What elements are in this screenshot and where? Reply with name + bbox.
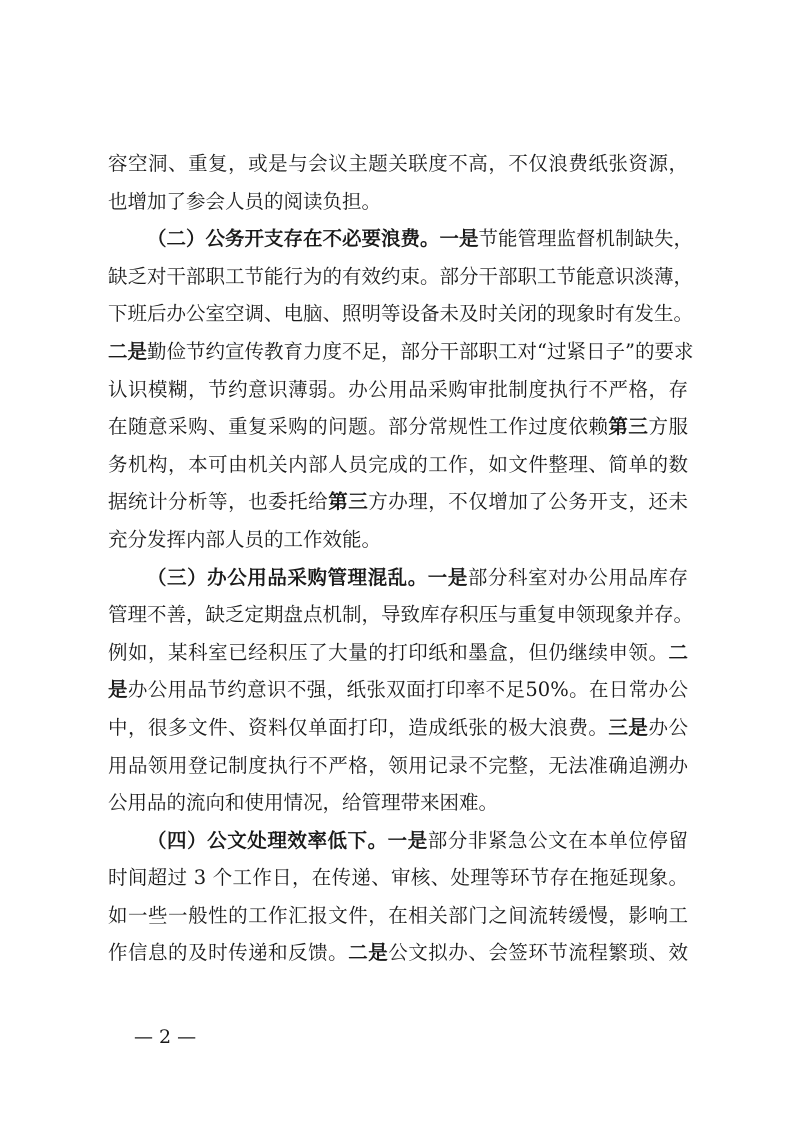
text-line — [108, 559, 688, 597]
text-line — [108, 446, 688, 484]
text-segment: 下班后办公室空调、电脑、照明等设备未及时关闭的现象时有发生。 — [108, 302, 694, 326]
text-segment: 缺乏对干部职工节能行为的有效约束。部分干部职工节能意识淡薄， — [108, 264, 694, 288]
text-segment: 办公用品节约意识不强，纸张双面打印率不足50%。在日常办公 — [127, 678, 688, 702]
text-segment: 据统计分析等，也委托给 — [108, 490, 329, 514]
bold-text-segment: 是 — [108, 678, 128, 702]
text-line — [108, 634, 688, 672]
text-segment: 方服 — [648, 415, 688, 439]
bold-text-segment: 二 — [668, 640, 688, 664]
text-line — [108, 671, 688, 709]
text-segment: 节能管理监督机制缺失， — [478, 227, 694, 251]
text-line — [108, 934, 688, 972]
text-line — [108, 709, 688, 747]
page-number: — 2 — — [134, 1026, 197, 1048]
text-segment: 时间超过 3 个工作日，在传递、审核、处理等环节存在拖延现象。 — [108, 866, 688, 890]
document-body — [108, 145, 694, 972]
text-line — [108, 483, 688, 521]
bold-text-segment: （二）公务开支存在不必要浪费。 — [147, 227, 440, 251]
text-segment: 在随意采购、重复采购的问题。部分常规性工作过度依赖 — [108, 415, 609, 439]
text-segment: 公用品的流向和使用情况，给管理带来困难。 — [108, 791, 499, 815]
bold-text-segment: 三是 — [608, 715, 649, 739]
text-line — [108, 596, 694, 634]
text-line — [108, 822, 688, 860]
bold-text-segment: 一是 — [387, 828, 428, 852]
text-segment: 部分非紧急公文在本单位停留 — [427, 828, 688, 852]
text-line — [108, 333, 694, 371]
text-segment: 充分发挥内部人员的工作效能。 — [108, 527, 382, 551]
text-line — [108, 859, 688, 897]
text-line — [108, 747, 688, 785]
bold-text-segment: 一是 — [427, 565, 468, 589]
text-line — [108, 371, 688, 409]
text-segment: 也增加了参会人员的阅读负担。 — [108, 189, 382, 213]
text-segment: 务机构，本可由机关内部人员完成的工作，如文件整理、简单的数 — [108, 452, 688, 476]
bold-text-segment: 二是 — [108, 339, 148, 363]
text-segment: 办公 — [648, 715, 688, 739]
text-line — [108, 145, 688, 183]
text-segment: 容空洞、重复，或是与会议主题关联度不高，不仅浪费纸张资源， — [108, 152, 688, 175]
text-line — [108, 258, 694, 296]
text-segment: 公文拟办、会签环节流程繁琐、效 — [388, 941, 688, 965]
text-segment: 部分科室对办公用品库存 — [467, 565, 688, 589]
bold-text-segment: （三）办公用品采购管理混乱。 — [147, 565, 428, 589]
text-segment: 例如，某科室已经积压了大量的打印纸和墨盒，但仍继续申领。 — [108, 640, 669, 664]
text-segment: 认识模糊，节约意识薄弱。办公用品采购审批制度执行不严格，存 — [108, 377, 688, 401]
bold-text-segment: 一是 — [439, 227, 479, 251]
text-line — [108, 220, 694, 258]
text-line — [108, 295, 694, 333]
bold-text-segment: （四）公文处理效率低下。 — [147, 828, 388, 852]
text-segment: 中，很多文件、资料仅单面打印，造成纸张的极大浪费。 — [108, 715, 609, 739]
text-line — [108, 784, 688, 822]
bold-text-segment: 第三 — [608, 415, 649, 439]
text-segment: 用品领用登记制度执行不严格，领用记录不完整，无法准确追溯办 — [108, 753, 688, 777]
bold-text-segment: 第三 — [328, 490, 369, 514]
text-line — [108, 408, 688, 446]
text-segment: 作信息的及时传递和反馈。 — [108, 941, 349, 965]
text-segment: 如一些一般性的工作汇报文件，在相关部门之间流转缓慢，影响工 — [108, 903, 688, 927]
text-segment: 方办理，不仅增加了公务开支，还未 — [368, 490, 688, 514]
text-line — [108, 521, 688, 559]
bold-text-segment: 二是 — [348, 941, 389, 965]
text-line — [108, 897, 688, 935]
text-segment: 勤俭节约宣传教育力度不足，部分干部职工对“过紧日子”的要求 — [147, 339, 694, 363]
text-segment: 管理不善，缺乏定期盘点机制，导致库存积压与重复申领现象并存。 — [108, 603, 694, 627]
text-line — [108, 183, 688, 221]
